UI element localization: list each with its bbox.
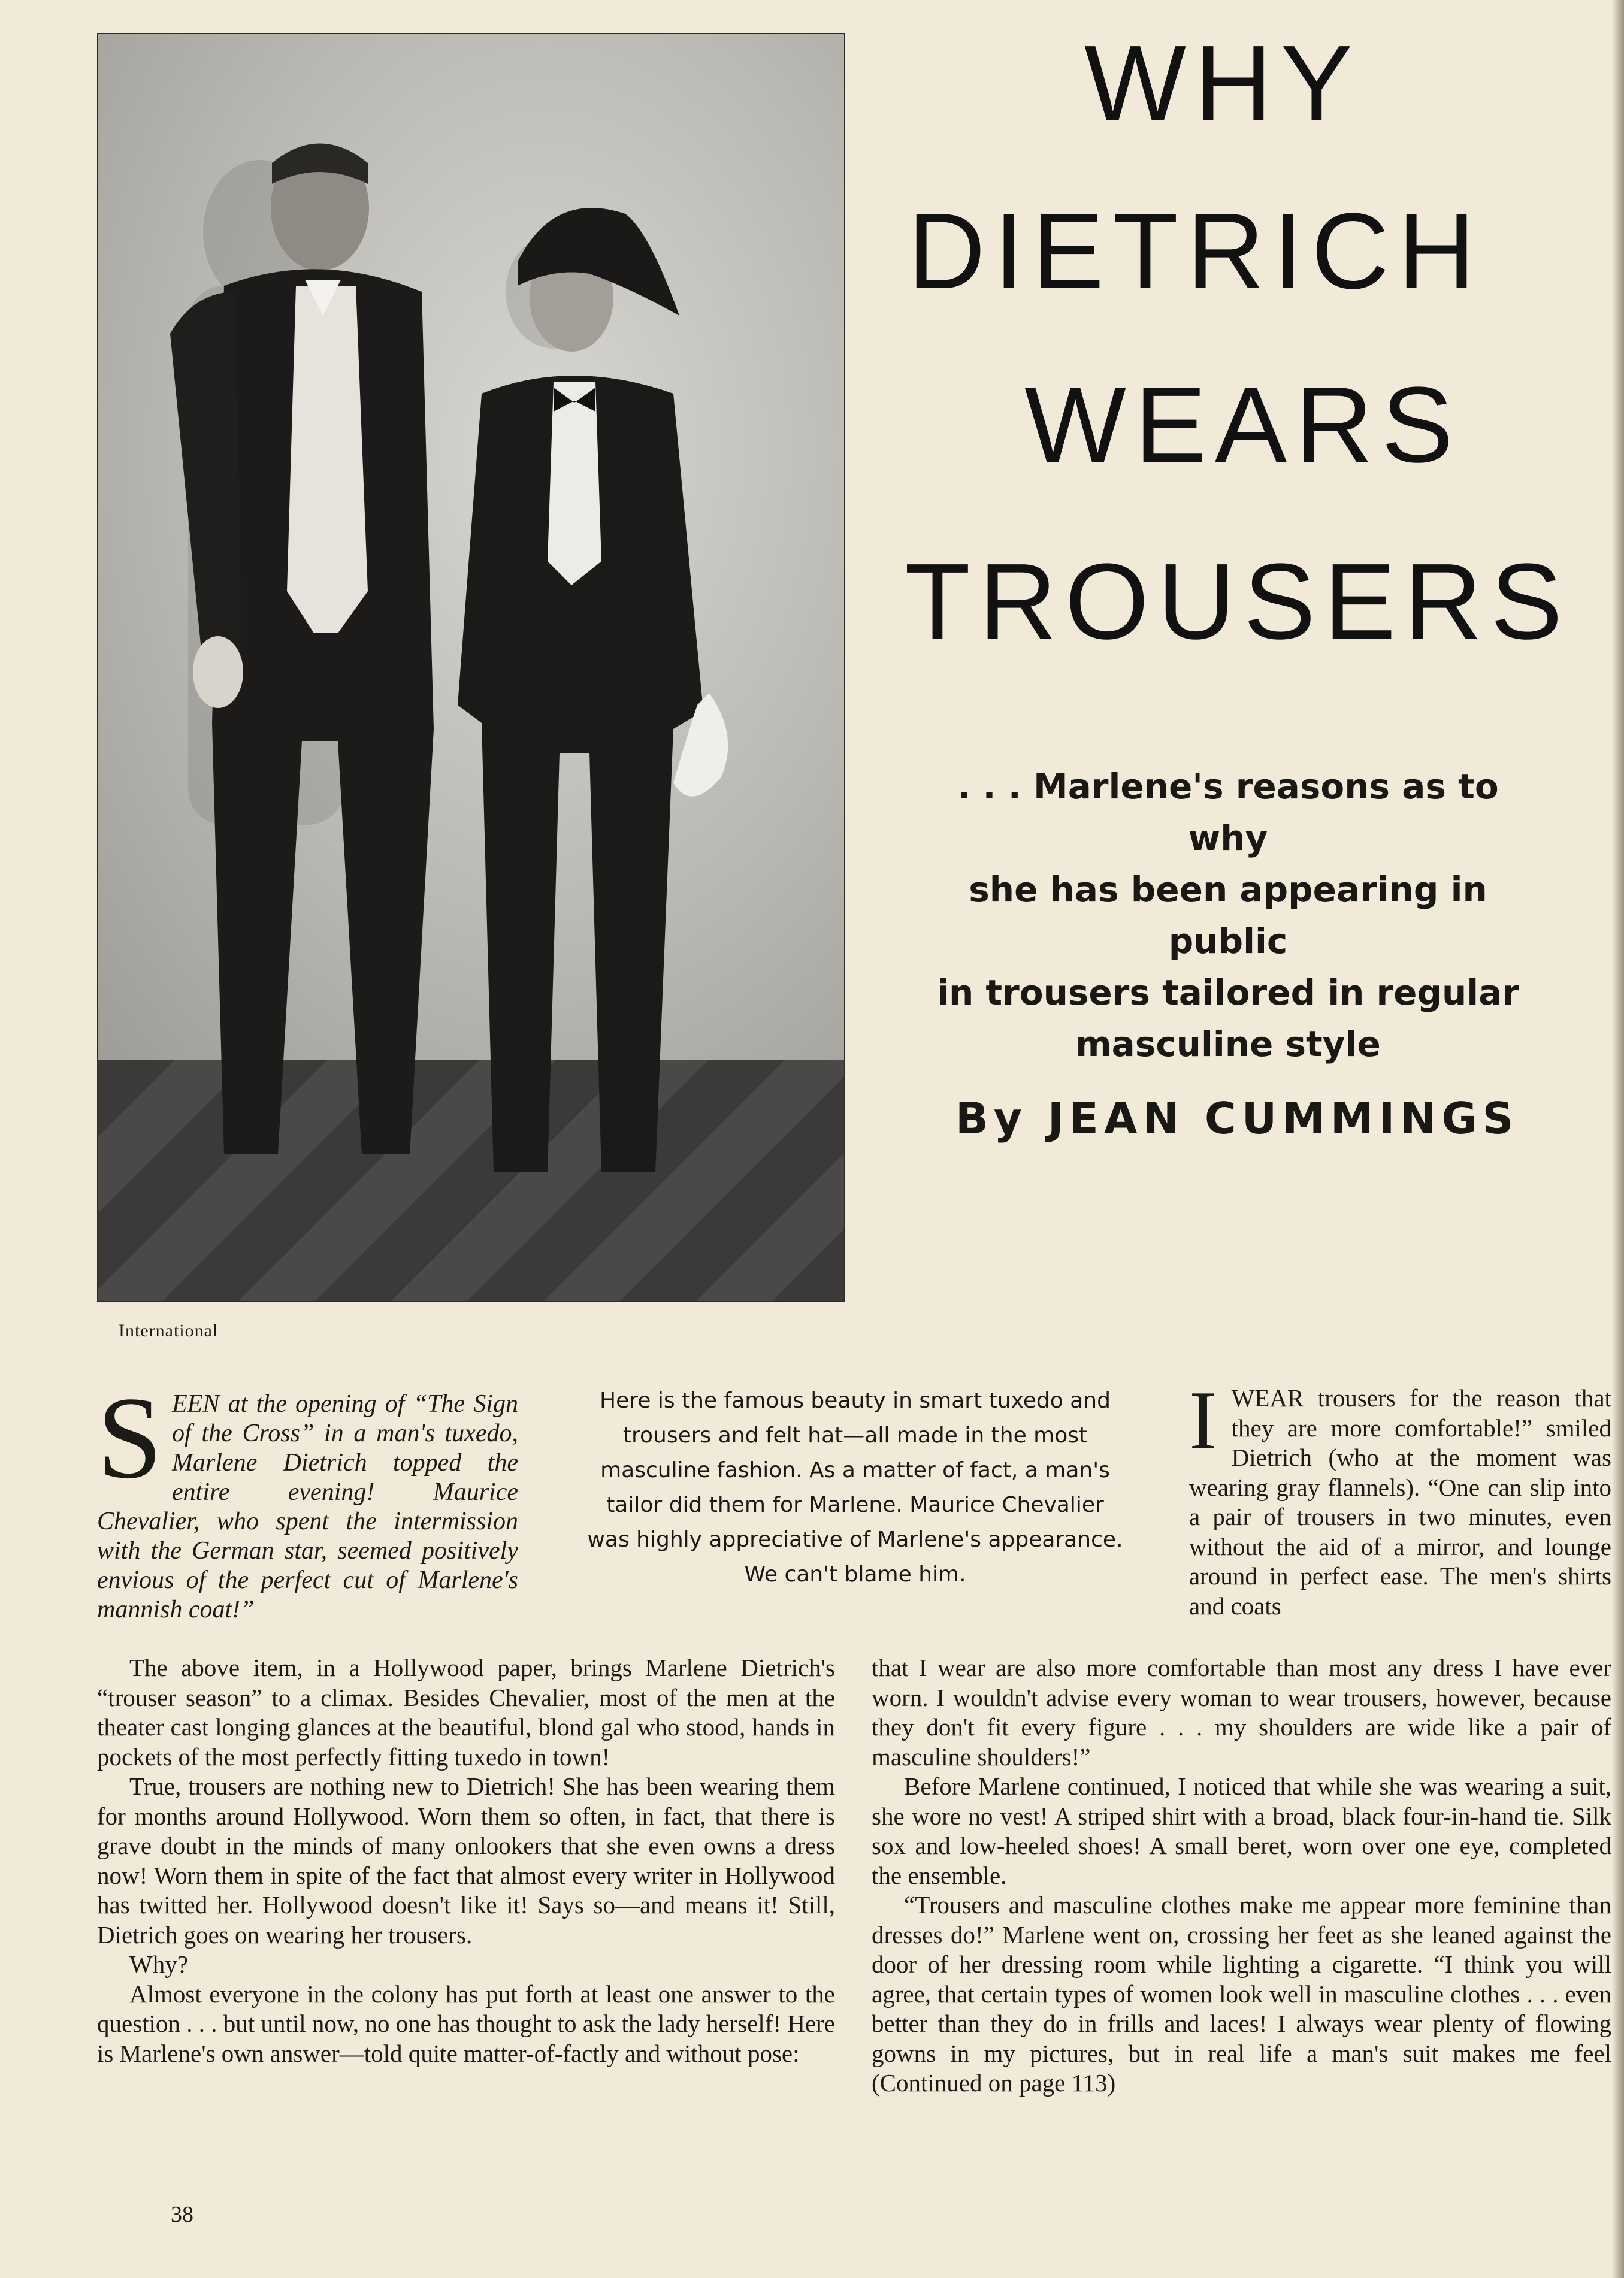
column-1-body xyxy=(97,1653,835,2068)
headline-line-1: WHY xyxy=(1084,23,1361,144)
deck-line-4: masculine style xyxy=(1075,1024,1381,1064)
headline-line-4: TROUSERS xyxy=(905,541,1571,662)
deck-line-2: she has been appearing in public xyxy=(969,869,1487,961)
intro-text: EEN at the opening of “The Sign of the Cross” in a man's tuxedo, Marlene Dietrich topped the entire evening! Maurice Chevalier, who spent the intermission with the German star, seemed positively envious of the perfect cut of Marlene's mannish coat!” xyxy=(97,1390,518,1623)
headline-line-3: WEARS xyxy=(1024,365,1462,485)
col1-paragraph-3: Why? xyxy=(129,1950,188,1978)
page-edge-shadow xyxy=(1612,0,1624,2278)
headline-line-2: DIETRICH xyxy=(908,191,1484,311)
photograph xyxy=(97,33,845,1302)
page-number: 38 xyxy=(171,2202,193,2227)
deck-line-1: . . . Marlene's reasons as to why xyxy=(957,766,1499,858)
col3-text: WEAR trousers for the reason that they are more comfortable!” smiled Dietrich (who at the moment was wearing gray flannels). “One can slip into a pair of trousers in two minutes, even without the aid of a mirror, and lounge around in perfect ease. The men's shirts and coats xyxy=(1189,1384,1611,1620)
col2-paragraph-1: that I wear are also more comfortable than most any dress I have ever worn. I wouldn't advise every woman to wear trousers, however, because they don't fit every figure . . . my shoulders are wide like a pair of masculine shoulders!” xyxy=(872,1654,1611,1771)
column-2-body xyxy=(872,1653,1611,2098)
col1-paragraph-1: The above item, in a Hollywood paper, brings Marlene Dietrich's “trouser season” to a climax. Besides Chevalier, most of the men at the theater cast longing glances at the beautiful, blond gal who stood, hands in pockets of the most perfectly fitting tuxedo in town! xyxy=(97,1654,835,1771)
col2-paragraph-3: “Trousers and masculine clothes make me appear more feminine than dresses do!” Marlene went on, crossing her feet as she leaned against the door of her dressing room while lighting a cigarette. “I think you will agree, that certain types of women look well in masculine clothes . . . even better than they do in frills and laces! I always wear plenty of flowing gowns in my pictures, but in real life a man's suit makes me feel (Continued on page 113) xyxy=(872,1891,1611,2097)
col2-paragraph-2: Before Marlene continued, I noticed that while she was wearing a suit, she wore no vest! A striped shirt with a broad, black four-in-hand tie. Silk sox and low-heeled shoes! A small beret, worn over one eye, completed the ensemble. xyxy=(872,1772,1611,1889)
deck-line-3: in trousers tailored in regular xyxy=(937,972,1519,1013)
show-through-text xyxy=(857,42,868,90)
intro-paragraph xyxy=(97,1373,518,1624)
photo-credit: International xyxy=(119,1321,219,1341)
byline: By JEAN CUMMINGS xyxy=(955,1093,1519,1143)
intro-drop-cap: S xyxy=(97,1373,163,1503)
photo-caption: Here is the famous beauty in smart tuxedo and trousers and felt hat—all made in the most masculine fashion. As a matter of fact, a man's tailor did them for Marlene. Maurice Chevalier was highly appreciative of Marlene's appearance. We can't blame him. xyxy=(587,1388,1123,1587)
col1-paragraph-4: Almost everyone in the colony has put forth at least one answer to the question . . . but until now, no one has thought to ask the lady herself! Here is Marlene's own answer—told quite matter-of-factly and without pose: xyxy=(97,1980,835,2067)
col3-drop-cap: I xyxy=(1189,1374,1217,1467)
col3-paragraph xyxy=(1189,1374,1611,1621)
photograph-figures xyxy=(98,34,844,1301)
col1-paragraph-2: True, trousers are nothing new to Dietrich! She has been wearing them for months around Hollywood. Worn them so often, in fact, that there is grave doubt in the minds of many onlookers that she even owns a dress now! Worn them in spite of the fact that almost every writer in Hollywood has twitted her. Hollywood doesn't like it! Says so—and means it! Still, Dietrich goes on wearing her trousers. xyxy=(97,1772,835,1949)
article-deck xyxy=(914,761,1543,1070)
column-3-top xyxy=(1189,1374,1611,1621)
